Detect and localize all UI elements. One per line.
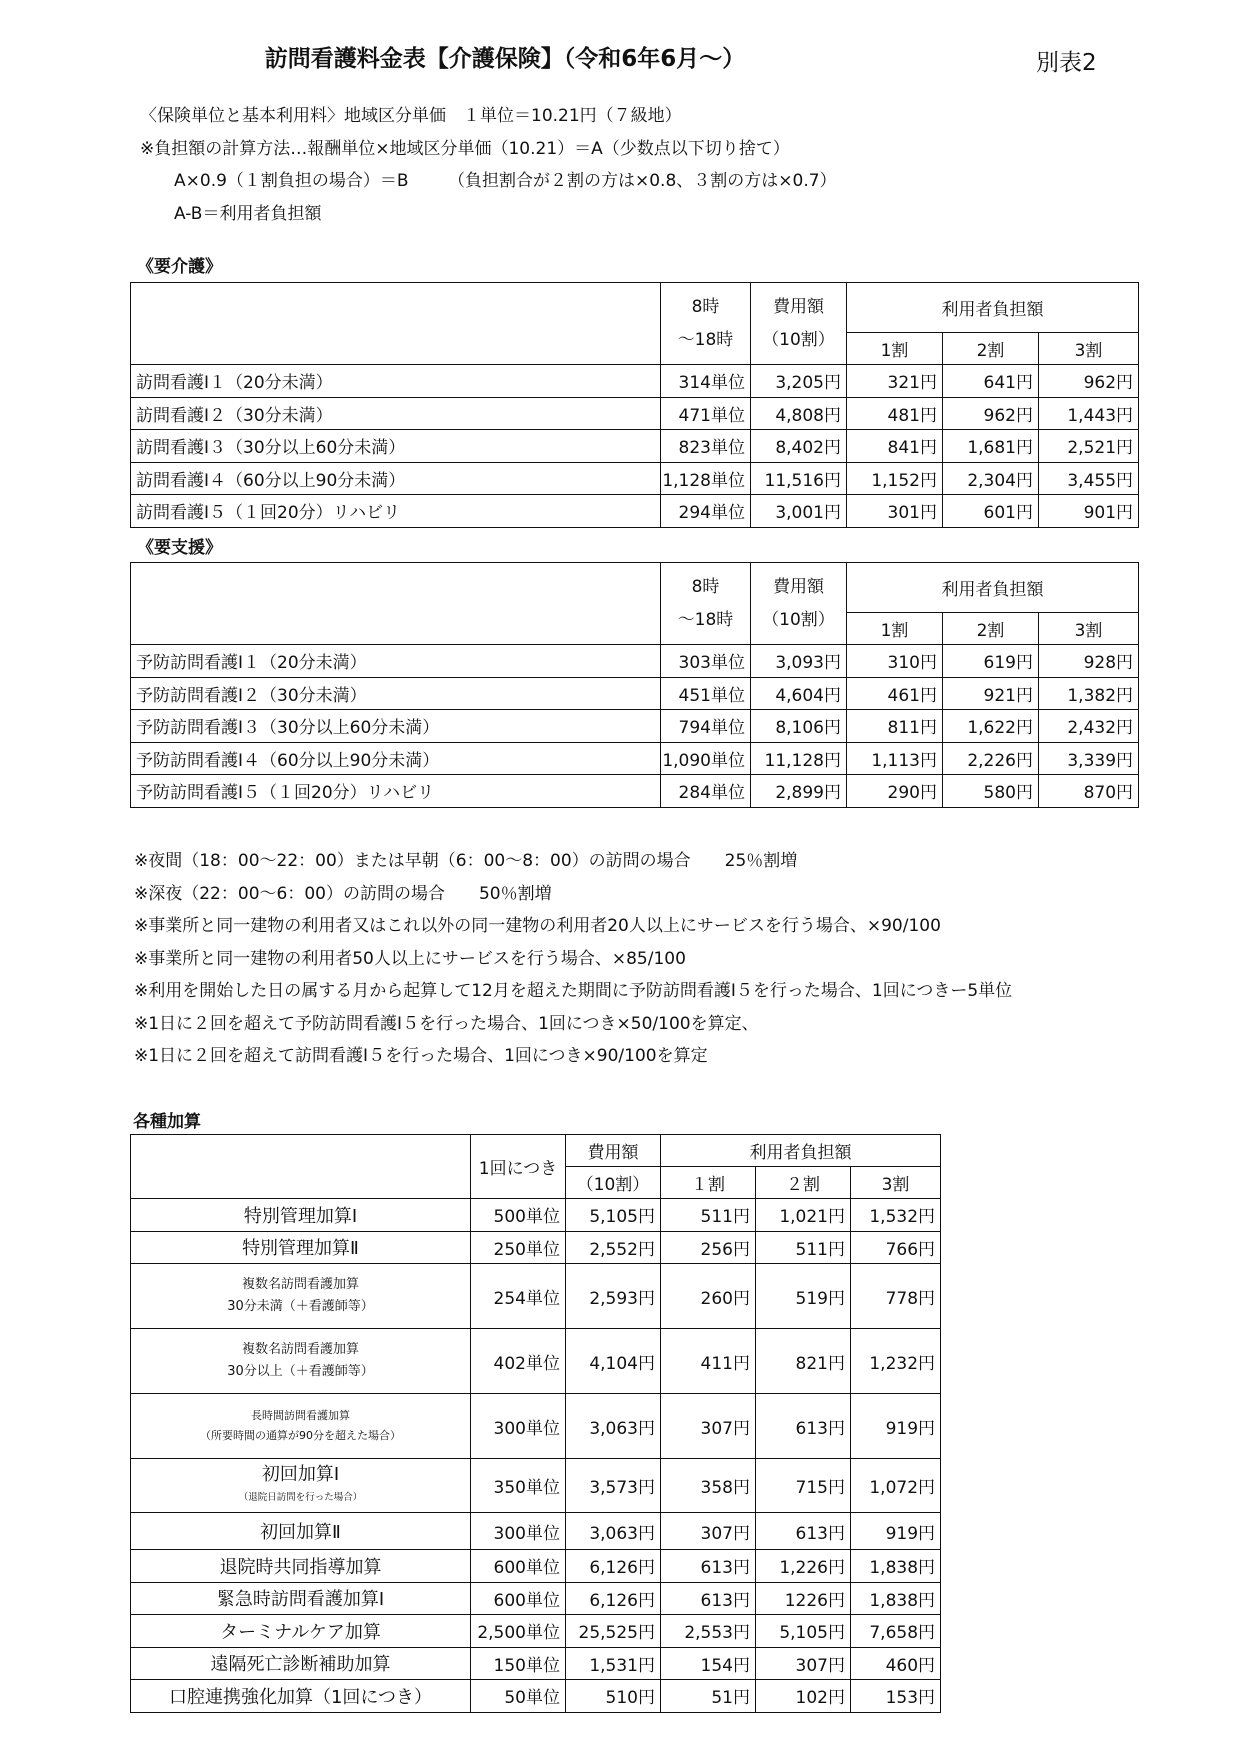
units: 1,128単位 xyxy=(661,462,751,495)
units: 300単位 xyxy=(471,1513,566,1550)
note-line: ※深夜（22：00～6：00）の訪問の場合 50％割増 xyxy=(134,883,552,904)
rate-2: 1,226円 xyxy=(756,1550,851,1583)
cost: 6,126円 xyxy=(566,1550,661,1583)
cost: 5,105円 xyxy=(566,1199,661,1232)
table-row xyxy=(131,462,1139,495)
additions-header-r3: 3割 xyxy=(851,1167,941,1199)
addition-name: 複数名訪問看護加算 30分以上（＋看護師等） xyxy=(131,1329,471,1394)
rate-3: 962円 xyxy=(1039,365,1139,398)
units: 50単位 xyxy=(471,1680,566,1713)
cost: 4,604円 xyxy=(751,677,847,710)
addition-name: ターミナルケア加算 xyxy=(131,1615,471,1648)
cost: 11,516円 xyxy=(751,462,847,495)
care-header-r2: 2割 xyxy=(943,333,1039,365)
care-table xyxy=(130,282,1139,528)
rate-2: 613円 xyxy=(756,1394,851,1459)
rate-1: 1,152円 xyxy=(847,462,943,495)
note-line: ※夜間（18：00～22：00）または早朝（6：00～8：00）の訪問の場合 25％割増 xyxy=(134,851,798,871)
addition-name: 遠隔死亡診断補助加算 xyxy=(131,1647,471,1680)
units: 314単位 xyxy=(661,365,751,398)
addition-name: 退院時共同指導加算 xyxy=(131,1550,471,1583)
rate-1: 613円 xyxy=(661,1582,756,1615)
rate-1: 290円 xyxy=(847,775,943,808)
additions-header-cost-sub: （10割） xyxy=(566,1167,661,1199)
rate-3: 153円 xyxy=(851,1680,941,1713)
rate-2: 921円 xyxy=(943,677,1039,710)
rate-1: 154円 xyxy=(661,1647,756,1680)
service-name: 予防訪問看護Ⅰ５（１回20分）リハビリ xyxy=(131,775,661,808)
table-row xyxy=(131,430,1139,463)
cost: 4,808円 xyxy=(751,397,847,430)
units: 303単位 xyxy=(661,645,751,678)
cost: 3,093円 xyxy=(751,645,847,678)
table-row xyxy=(131,365,1139,398)
units: 2,500単位 xyxy=(471,1615,566,1648)
addition-name: 口腔連携強化加算（1回につき） xyxy=(131,1680,471,1713)
care-header-blank xyxy=(131,283,661,365)
rate-2: 307円 xyxy=(756,1647,851,1680)
rate-3: 778円 xyxy=(851,1264,941,1329)
cost: 1,531円 xyxy=(566,1647,661,1680)
service-name: 予防訪問看護Ⅰ３（30分以上60分未満） xyxy=(131,710,661,743)
units: 300単位 xyxy=(471,1394,566,1459)
rate-3: 2,432円 xyxy=(1039,710,1139,743)
note-line: ※事業所と同一建物の利用者50人以上にサービスを行う場合、×85/100 xyxy=(134,948,686,969)
table-row xyxy=(131,1459,941,1513)
table-row xyxy=(131,677,1139,710)
units: 471単位 xyxy=(661,397,751,430)
table-row xyxy=(131,742,1139,775)
cost: 4,104円 xyxy=(566,1329,661,1394)
rate-2: 613円 xyxy=(756,1513,851,1550)
cost: 3,001円 xyxy=(751,495,847,528)
addition-name: 特別管理加算Ⅰ xyxy=(131,1199,471,1232)
rate-2: 821円 xyxy=(756,1329,851,1394)
rate-3: 3,455円 xyxy=(1039,462,1139,495)
addition-name: 初回加算Ⅱ xyxy=(131,1513,471,1550)
rate-1: 321円 xyxy=(847,365,943,398)
support-section-title: 《要支援》 xyxy=(137,538,222,558)
note-line: ※1日に２回を超えて訪問看護Ⅰ５を行った場合、1回につき×90/100を算定 xyxy=(134,1046,708,1066)
support-header-cost: 費用額 （10割） xyxy=(751,563,847,645)
support-header-r2: 2割 xyxy=(943,613,1039,645)
rate-1: 307円 xyxy=(661,1394,756,1459)
table-row xyxy=(131,1582,941,1615)
table-row xyxy=(131,397,1139,430)
units: 250単位 xyxy=(471,1231,566,1264)
additions-header-burden: 利用者負担額 xyxy=(661,1135,941,1167)
table-row xyxy=(131,710,1139,743)
rate-1: 310円 xyxy=(847,645,943,678)
rate-2: 519円 xyxy=(756,1264,851,1329)
rate-3: 7,658円 xyxy=(851,1615,941,1648)
page-title: 訪問看護料金表【介護保険】（令和6年6月～） xyxy=(264,46,746,72)
rate-3: 919円 xyxy=(851,1513,941,1550)
service-name: 予防訪問看護Ⅰ２（30分未満） xyxy=(131,677,661,710)
notes-block xyxy=(134,845,1012,1073)
rate-1: 256円 xyxy=(661,1231,756,1264)
care-header-cost: 費用額 （10割） xyxy=(751,283,847,365)
rate-2: 715円 xyxy=(756,1459,851,1513)
units: 254単位 xyxy=(471,1264,566,1329)
intro-line: A-B＝利用者負担額 xyxy=(140,203,322,224)
cost: 3,063円 xyxy=(566,1394,661,1459)
additions-section-title: 各種加算 xyxy=(133,1112,201,1132)
cost: 3,573円 xyxy=(566,1459,661,1513)
rate-3: 1,072円 xyxy=(851,1459,941,1513)
table-row xyxy=(131,1513,941,1550)
addition-name: 長時間訪問看護加算 （所要時間の通算が90分を超えた場合） xyxy=(131,1394,471,1459)
table-row xyxy=(131,1199,941,1232)
rate-3: 1,443円 xyxy=(1039,397,1139,430)
additions-header-r1: １割 xyxy=(661,1167,756,1199)
addition-name: 特別管理加算Ⅱ xyxy=(131,1231,471,1264)
units: 600単位 xyxy=(471,1550,566,1583)
care-header-r1: 1割 xyxy=(847,333,943,365)
rate-2: 102円 xyxy=(756,1680,851,1713)
rate-2: 619円 xyxy=(943,645,1039,678)
service-name: 訪問看護Ⅰ２（30分未満） xyxy=(131,397,661,430)
rate-3: 2,521円 xyxy=(1039,430,1139,463)
cost: 2,552円 xyxy=(566,1231,661,1264)
units: 284単位 xyxy=(661,775,751,808)
rate-1: 461円 xyxy=(847,677,943,710)
rate-2: 1,622円 xyxy=(943,710,1039,743)
rate-1: 358円 xyxy=(661,1459,756,1513)
rate-2: 2,226円 xyxy=(943,742,1039,775)
units: 600単位 xyxy=(471,1582,566,1615)
units: 350単位 xyxy=(471,1459,566,1513)
intro-block xyxy=(140,100,837,230)
support-header-time: 8時 ～18時 xyxy=(661,563,751,645)
rate-1: 260円 xyxy=(661,1264,756,1329)
rate-1: 1,113円 xyxy=(847,742,943,775)
rate-3: 901円 xyxy=(1039,495,1139,528)
table-row xyxy=(131,1647,941,1680)
rate-1: 411円 xyxy=(661,1329,756,1394)
table-row xyxy=(131,1680,941,1713)
rate-2: 511円 xyxy=(756,1231,851,1264)
service-name: 訪問看護Ⅰ３（30分以上60分未満） xyxy=(131,430,661,463)
rate-1: 307円 xyxy=(661,1513,756,1550)
units: 402単位 xyxy=(471,1329,566,1394)
units: 150単位 xyxy=(471,1647,566,1680)
table-row xyxy=(131,1394,941,1459)
rate-1: 841円 xyxy=(847,430,943,463)
cost: 3,205円 xyxy=(751,365,847,398)
additions-header-cost: 費用額 xyxy=(566,1135,661,1167)
rate-2: 2,304円 xyxy=(943,462,1039,495)
rate-1: 2,553円 xyxy=(661,1615,756,1648)
cost: 25,525円 xyxy=(566,1615,661,1648)
rate-3: 1,838円 xyxy=(851,1582,941,1615)
rate-1: 481円 xyxy=(847,397,943,430)
annex-label: 別表2 xyxy=(1036,50,1097,76)
service-name: 訪問看護Ⅰ１（20分未満） xyxy=(131,365,661,398)
rate-2: 1226円 xyxy=(756,1582,851,1615)
additions-header-per: 1回につき xyxy=(471,1135,566,1199)
rate-3: 3,339円 xyxy=(1039,742,1139,775)
care-header-time: 8時 ～18時 xyxy=(661,283,751,365)
table-row xyxy=(131,1329,941,1394)
additions-header-r2: ２割 xyxy=(756,1167,851,1199)
support-header-blank xyxy=(131,563,661,645)
cost: 2,593円 xyxy=(566,1264,661,1329)
care-header-r3: 3割 xyxy=(1039,333,1139,365)
service-name: 予防訪問看護Ⅰ１（20分未満） xyxy=(131,645,661,678)
units: 1,090単位 xyxy=(661,742,751,775)
service-name: 予防訪問看護Ⅰ４（60分以上90分未満） xyxy=(131,742,661,775)
rate-2: 962円 xyxy=(943,397,1039,430)
rate-3: 1,532円 xyxy=(851,1199,941,1232)
table-row xyxy=(131,495,1139,528)
rate-3: 766円 xyxy=(851,1231,941,1264)
cost: 510円 xyxy=(566,1680,661,1713)
rate-3: 928円 xyxy=(1039,645,1139,678)
rate-1: 511円 xyxy=(661,1199,756,1232)
intro-line: 〈保険単位と基本利用料〉地域区分単価 １単位＝10.21円（７級地） xyxy=(140,106,682,126)
rate-2: 580円 xyxy=(943,775,1039,808)
addition-name: 複数名訪問看護加算 30分未満（＋看護師等） xyxy=(131,1264,471,1329)
additions-table xyxy=(130,1134,941,1713)
rate-3: 1,232円 xyxy=(851,1329,941,1394)
units: 451単位 xyxy=(661,677,751,710)
table-row xyxy=(131,1264,941,1329)
support-table xyxy=(130,562,1139,808)
care-section-title: 《要介護》 xyxy=(137,257,222,277)
rate-1: 301円 xyxy=(847,495,943,528)
rate-3: 1,382円 xyxy=(1039,677,1139,710)
rate-1: 51円 xyxy=(661,1680,756,1713)
rate-1: 811円 xyxy=(847,710,943,743)
note-line: ※1日に２回を超えて予防訪問看護Ⅰ５を行った場合、1回につき×50/100を算定、 xyxy=(134,1013,759,1034)
addition-name: 初回加算Ⅰ （退院日訪問を行った場合） xyxy=(131,1459,471,1513)
rate-3: 460円 xyxy=(851,1647,941,1680)
cost: 8,106円 xyxy=(751,710,847,743)
rate-2: 1,681円 xyxy=(943,430,1039,463)
units: 794単位 xyxy=(661,710,751,743)
rate-3: 870円 xyxy=(1039,775,1139,808)
units: 294単位 xyxy=(661,495,751,528)
table-row xyxy=(131,1615,941,1648)
service-name: 訪問看護Ⅰ４（60分以上90分未満） xyxy=(131,462,661,495)
cost: 6,126円 xyxy=(566,1582,661,1615)
table-row xyxy=(131,1550,941,1583)
rate-3: 1,838円 xyxy=(851,1550,941,1583)
units: 500単位 xyxy=(471,1199,566,1232)
table-row xyxy=(131,1231,941,1264)
rate-2: 5,105円 xyxy=(756,1615,851,1648)
additions-header-blank xyxy=(131,1135,471,1199)
support-header-r3: 3割 xyxy=(1039,613,1139,645)
service-name: 訪問看護Ⅰ５（１回20分）リハビリ xyxy=(131,495,661,528)
rate-2: 1,021円 xyxy=(756,1199,851,1232)
intro-line: ※負担額の計算方法…報酬単位×地域区分単価（10.21）＝A（少数点以下切り捨て） xyxy=(140,138,790,159)
intro-line: A×0.9（１割負担の場合）＝B （負担割合が２割の方は×0.8、３割の方は×0.7） xyxy=(140,171,837,191)
support-header-burden: 利用者負担額 xyxy=(847,563,1139,613)
rate-3: 919円 xyxy=(851,1394,941,1459)
rate-2: 641円 xyxy=(943,365,1039,398)
cost: 2,899円 xyxy=(751,775,847,808)
table-row xyxy=(131,775,1139,808)
rate-2: 601円 xyxy=(943,495,1039,528)
care-header-burden: 利用者負担額 xyxy=(847,283,1139,333)
rate-1: 613円 xyxy=(661,1550,756,1583)
table-row xyxy=(131,645,1139,678)
addition-name: 緊急時訪問看護加算Ⅰ xyxy=(131,1582,471,1615)
cost: 11,128円 xyxy=(751,742,847,775)
cost: 8,402円 xyxy=(751,430,847,463)
units: 823単位 xyxy=(661,430,751,463)
note-line: ※事業所と同一建物の利用者又はこれ以外の同一建物の利用者20人以上にサービスを行う場合、×90/100 xyxy=(134,916,941,936)
note-line: ※利用を開始した日の属する月から起算して12月を超えた期間に予防訪問看護Ⅰ５を行った場合、1回につきー5単位 xyxy=(134,981,1013,1001)
cost: 3,063円 xyxy=(566,1513,661,1550)
support-header-r1: 1割 xyxy=(847,613,943,645)
